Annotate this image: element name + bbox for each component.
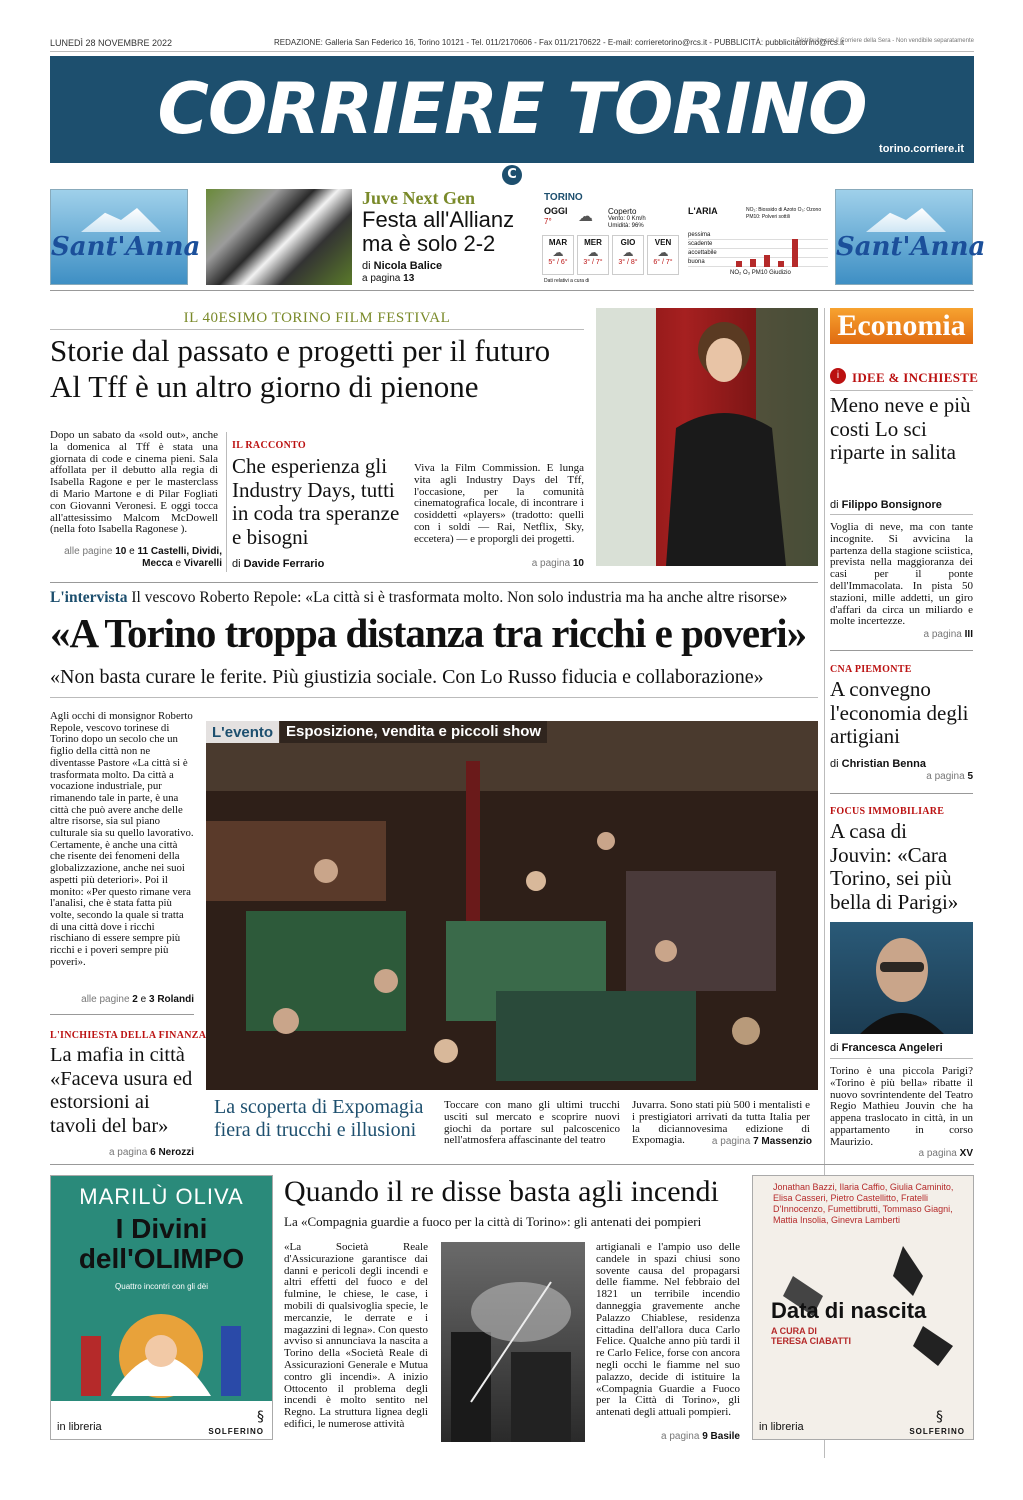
jouvin-photo-drawing: [830, 922, 973, 1034]
website-link[interactable]: torino.corriere.it: [879, 143, 964, 155]
ragonese-photo[interactable]: [596, 308, 818, 566]
today-temp: 7°: [544, 217, 552, 226]
cloud-icon: ☁: [552, 247, 564, 259]
forecast-day-temp: 3° / 8°: [618, 259, 638, 266]
today-humidity: Umidità: 96%: [608, 223, 644, 229]
today-label: OGGI: [544, 206, 568, 216]
cloud-icon: ☁: [622, 247, 634, 259]
today-wind: Vento: 0 Km/h: [608, 216, 646, 222]
juve-headline[interactable]: Festa all'Allianz ma è solo 2-2: [362, 207, 515, 256]
jouvin-headline[interactable]: A casa di Jouvin: «Cara Torino, sei più bella di Parigi»: [830, 819, 959, 914]
intervista-pageref: alle pagine 2 e 3 Rolandi: [81, 994, 194, 1005]
expomagia-body-2: Juvarra. Sono stati più 500 i mentalisti e i prestigiatori arrivati da tutta Italia per la diciannovesima edizione di Expomagia.: [632, 1099, 810, 1147]
forecast-day-label: GIO: [620, 238, 636, 247]
forecast-day-label: VEN: [654, 238, 672, 247]
idee-kicker: IDEE & INCHIESTE: [852, 370, 979, 385]
santanna-ad-left[interactable]: [50, 189, 201, 285]
tff-pageref: alle pagine 10 e 11 Castelli, Dividi, Mecca e Vivarelli: [64, 546, 222, 569]
mafia-headline[interactable]: La mafia in città «Faceva usura ed estorsioni ai tavoli del bar»: [50, 1044, 193, 1137]
weather-box: [538, 189, 828, 285]
book1-title: I Divini dell'OLIMPO: [78, 1213, 245, 1274]
evento-label: L'evento: [212, 724, 274, 741]
forecast-days: [542, 235, 680, 275]
ragonese-photo-drawing: [596, 308, 818, 566]
air-bar-labels: NO₂ O₃ PM10 Giudizio: [730, 270, 791, 276]
jouvin-byline: di Francesca Angeleri: [830, 1042, 943, 1054]
racconto-kicker: IL RACCONTO: [232, 440, 306, 451]
corriere-logo-icon: C: [502, 165, 522, 185]
pompieri-photo[interactable]: [441, 1242, 585, 1442]
juve-photo[interactable]: [206, 189, 352, 285]
jouvin-body: Torino è una piccola Parigi? «Torino è più bella» ribatte il nuovo sovrintendente del Teatro Regio Mathieu Jouvin che ha appena traslocato in città, in un appartamento in corso Maurizio.: [830, 1065, 973, 1148]
evento-tag: Esposizione, vendita e piccoli show: [280, 721, 547, 743]
issue-date: LUNEDÌ 28 NOVEMBRE 2022: [50, 38, 173, 48]
pompieri-photo-drawing: [441, 1242, 585, 1442]
book1-availability: in libreria: [57, 1421, 102, 1433]
mountain-icon: [866, 208, 946, 232]
juve-byline: di Nicola Balice: [362, 260, 443, 272]
forecast-day: [577, 235, 609, 275]
economia-banner[interactable]: Economia: [830, 308, 973, 344]
tff-headline-1[interactable]: Storie dal passato e progetti per il futuro: [50, 333, 551, 368]
forecast-day-label: MER: [584, 238, 602, 247]
zeus-illustration: [71, 1296, 251, 1400]
juve-pageref: a pagina 13: [362, 273, 415, 284]
intervista-kicker-line: [50, 589, 820, 607]
expomagia-pageref: a pagina 7 Massenzio: [711, 1136, 812, 1147]
economia-headline[interactable]: Meno neve e più costi Lo sci riparte in salita: [830, 393, 971, 464]
pompieri-body-2: artigianali e l'ampio uso delle candele in spazi chiusi sono sovente causa del propagarsi delle fiamme. Nel febbraio del 1821 un terribile incendio danneggia gravemente anche Palazzo Chiablese, residenza cittadina dell'allora duca Carlo Felice. Qualche anno più tardi il re Carlo Felice, forse con ancora negli occhi le fiamme nel suo palazzo, decide di istituire la «Compagnia Guardie a Fuoco per la Città di Torino», gli antenati degli attuali pompieri.: [596, 1241, 740, 1419]
pompieri-body-1: «La Società Reale d'Assicurazione garantisce dai danni e pericoli degli incendi e altri effetti del fuoco e del fulmine, le chiese, le case, i mobili di qualsivoglia specie, le mercanzie, le derrate e i magazzini di legna». Con questo avviso si annunciava la nascita a Torino della «Società Reale di Assicurazioni Generale e Mutua contro gli incendi». A inizio Ottocento il problema degli incendi è molto sentito nel Regno. La struttura lignea degli edifici, le numerose attività: [284, 1241, 428, 1430]
forecast-day: [647, 235, 679, 275]
cna-kicker: CNA PIEMONTE: [830, 664, 912, 675]
forecast-day-temp: 6° / 7°: [653, 259, 673, 266]
jouvin-pageref: a pagina XV: [918, 1148, 973, 1159]
air-bar: [750, 259, 756, 267]
cna-pageref: a pagina 5: [926, 771, 973, 782]
book2-availability: in libreria: [759, 1421, 804, 1433]
solferino-logo-icon: §: [257, 1409, 264, 1425]
air-level-row: buona: [688, 258, 828, 267]
intervista-subheadline: «Non basta curare le ferite. Più giustizia sociale. Con Lo Russo fiducia e collaborazione»: [50, 666, 764, 688]
book1-subtitle: Quattro incontri con gli dèi: [115, 1282, 208, 1291]
forecast-day-temp: 3° / 7°: [583, 259, 603, 266]
intervista-label: L'intervista: [50, 589, 128, 606]
intervista-body: Agli occhi di monsignor Roberto Repole, vescovo torinese di Torino dopo un secolo che un figlio della città non ne diventasse Pastore «La città si è trasformata molto. Da città a vocazione industriale, pur rimanendo tale in parte, è una città che può avere anche delle altre risorse, sia sul piano culturale sia su quello lavorativo. Certamente, è anche una città che risente dei fenomeni della globalizzazione, anche nei suoi aspetti più deteriori». Poi il monito: «Per questo rimane vera l'analisi, che è stata fatta più volte, secondo la quale si tratta di una città dove i ricchi rischiano di essere sempre più ricchi e i poveri sempre più poveri».: [50, 710, 194, 968]
juve-kicker: Juve Next Gen: [362, 188, 475, 208]
forecast-day: [612, 235, 644, 275]
jouvin-photo[interactable]: [830, 922, 973, 1034]
racconto-byline: di Davide Ferrario: [232, 558, 325, 570]
forecast-day: [542, 235, 574, 275]
weather-footer: Dati relativi a cura di: [544, 278, 590, 284]
book-ad-divini[interactable]: [50, 1175, 273, 1440]
intervista-kicker: Il vescovo Roberto Repole: «La città si è trasformata molto. Non solo industria ma ha anche altre risorse»: [131, 589, 788, 606]
air-quality-label: L'ARIA: [688, 206, 718, 216]
book2-title: Data di nascita: [771, 1298, 927, 1323]
top-info-bar: [50, 38, 974, 52]
tff-headline-2[interactable]: Al Tff è un altro giorno di pienone: [50, 369, 479, 404]
air-bar: [792, 239, 798, 267]
forecast-day-label: MAR: [548, 238, 568, 247]
santanna-ad-right[interactable]: [835, 189, 986, 285]
racconto-headline[interactable]: Che esperienza gli Industry Days, tutti in coda tra speranze e bisogni: [232, 454, 400, 549]
cna-byline: di Christian Benna: [830, 758, 926, 770]
economia-pageref: a pagina III: [923, 629, 973, 640]
mountain-icon: [81, 208, 161, 232]
expomagia-body-1: Toccare con mano gli ultimi trucchi usciti sul mercato e scoprire nuovi giochi da portare sul palcoscenico nell'atmosfera affascinante del teatro: [444, 1099, 620, 1147]
cloud-icon: ☁: [578, 208, 593, 225]
pompieri-headline[interactable]: Quando il re disse basta agli incendi: [284, 1175, 719, 1208]
air-bar: [764, 255, 770, 267]
weather-city: TORINO: [544, 192, 583, 203]
book1-author: MARILÙ OLIVA: [79, 1184, 244, 1209]
expomagia-photo-drawing: [206, 721, 818, 1090]
tff-kicker: IL 40ESIMO TORINO FILM FESTIVAL: [183, 310, 451, 326]
today-condition: Coperto: [608, 207, 637, 216]
intervista-headline[interactable]: «A Torino troppa distanza tra ricchi e poveri»: [50, 610, 807, 656]
ad-brand-label: Sant'Anna: [51, 232, 201, 262]
book2-authors: Jonathan Bazzi, Ilaria Caffio, Giulia Caminito, Elisa Casseri, Pietro Castellitto, Fratelli D'Innocenzo, Fumettibrutti, Tommaso Giagni, Mattia Insolia, Ginevra Lamberti: [773, 1182, 954, 1225]
air-bar: [736, 261, 742, 267]
air-level-row: accettabile: [688, 249, 828, 258]
solferino-logo-icon: §: [936, 1409, 943, 1425]
book-ad-data-di-nascita[interactable]: [752, 1175, 974, 1440]
idee-icon: i: [830, 368, 846, 384]
newspaper-title: CORRIERE TORINO: [157, 68, 867, 150]
book2-cura: A CURA DI: [771, 1326, 817, 1336]
air-level-row: scadente: [688, 240, 828, 249]
masthead: [50, 56, 974, 163]
forecast-day-temp: 5° / 6°: [548, 259, 568, 266]
economia-byline: di Filippo Bonsignore: [830, 499, 942, 511]
racconto-body: Viva la Film Commission. E lunga vita agli Industry Days del Tff, l'occasione, per la comunità cinematografica locale, di incontrare i cosiddetti «players» (tradotto: quelli con i soldi — Rai, Netflix, Sky, eccetera) — e proporgli dei progetti.: [414, 462, 584, 545]
book1-publisher: SOLFERINO: [208, 1427, 264, 1436]
distribution-note: Distribuito con il Corriere della Sera - Non vendibile separatamente: [796, 38, 974, 44]
cloud-icon: ☁: [657, 247, 669, 259]
book2-publisher: SOLFERINO: [909, 1427, 965, 1436]
editorial-contacts: REDAZIONE: Galleria San Federico 16, Torino 10121 - Tel. 011/2170606 - Fax 011/2170622 - E-mail: corrieretorino@rcs.it - PUBBLICITÀ: pubblicitatorino@rcs.it: [274, 38, 845, 47]
pompieri-pageref: a pagina 9 Basile: [661, 1431, 740, 1442]
mafia-kicker: L'INCHIESTA DELLA FINANZA: [50, 1030, 207, 1041]
racconto-pageref: a pagina 10: [531, 558, 584, 569]
tff-body: Dopo un sabato da «sold out», anche la domenica al Tff è stata una giornata di code e cinema pieni. Sala affollata per il debutto alla regia di Isabella Ragone e per le masterclass di Mario Martone e di Pilar Fogliati con Giovanni Veronesi. E oggi tocca all'attesissimo Malcom McDowell (nella foto Isabella Ragonese ).: [50, 429, 218, 536]
air-legend: NO₂: Biossido di Azoto O₃: Ozono PM10: Polveri sottili: [746, 207, 822, 220]
expomagia-photo[interactable]: [206, 721, 818, 1090]
book2-curatore: TERESA CIABATTI: [771, 1336, 851, 1346]
cloud-icon: ☁: [587, 247, 599, 259]
air-bar: [778, 261, 784, 267]
evento-tagline: [206, 721, 279, 743]
mafia-pageref: a pagina 6 Nerozzi: [108, 1147, 194, 1158]
pompieri-subheadline: La «Compagnia guardie a fuoco per la città di Torino»: gli antenati dei pompieri: [284, 1214, 702, 1229]
ad-brand-label: Sant'Anna: [836, 232, 986, 262]
economia-body: Voglia di neve, ma con tante incognite. Si avvicina la partenza della stagione sciistica, prevista nella maggioranza dei casi per il ponte dell'Immacolata. In pista 50 stazioni, mille addetti, un giro d'affari da circa un miliardo e molte incertezze.: [830, 521, 973, 628]
cna-headline[interactable]: A convegno l'economia degli artigiani: [830, 677, 969, 748]
jouvin-kicker: FOCUS IMMOBILIARE: [830, 806, 945, 817]
air-level-row: pessima: [688, 231, 828, 240]
expomagia-headline[interactable]: La scoperta di Expomagia fiera di trucchi e illusioni: [214, 1096, 424, 1141]
air-quality-chart: [688, 231, 828, 273]
